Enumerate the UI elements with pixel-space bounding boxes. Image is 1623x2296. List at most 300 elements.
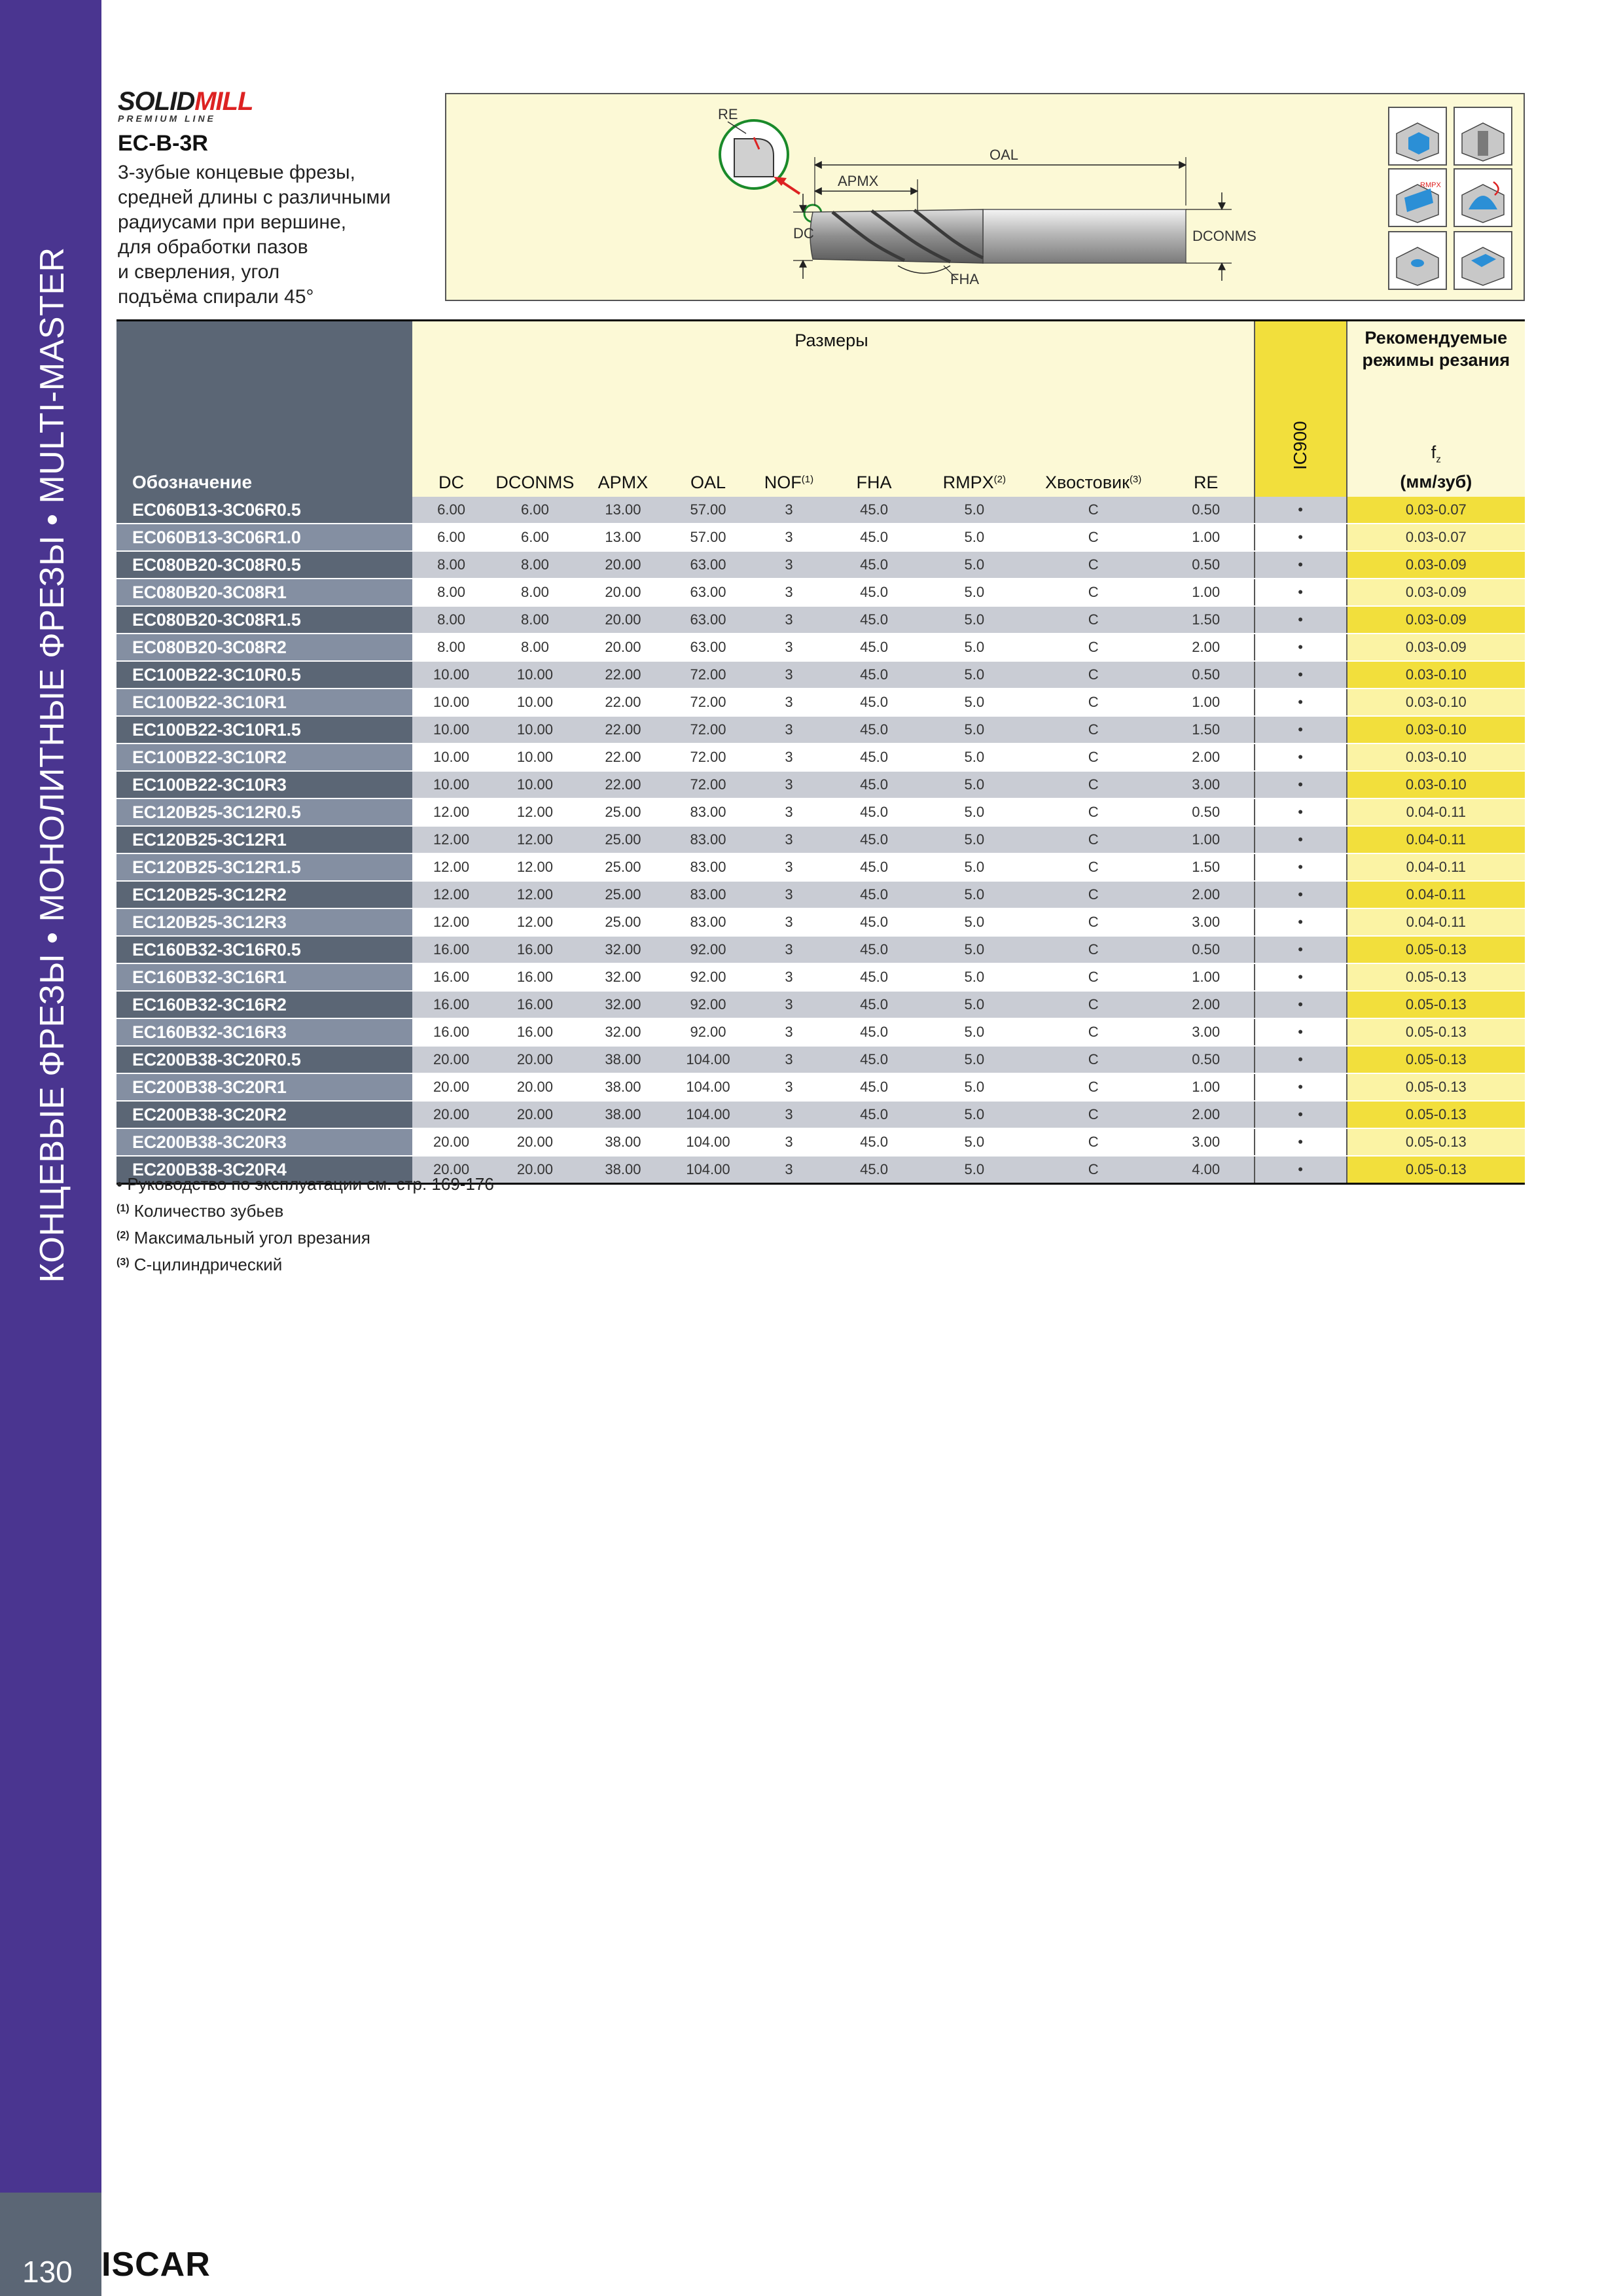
cell-dconms: 8.00 xyxy=(490,606,580,634)
app-icon-helical xyxy=(1454,169,1512,226)
table-row xyxy=(116,908,1525,936)
cell-rmpx: 5.0 xyxy=(920,826,1028,853)
cell-oal: 92.00 xyxy=(666,963,750,991)
cell-nof: 3 xyxy=(750,798,828,826)
cell-designation: EC100B22-3C10R3 xyxy=(116,771,412,798)
cell-dconms: 12.00 xyxy=(490,853,580,881)
cell-apmx: 20.00 xyxy=(580,606,666,634)
cell-grade: • xyxy=(1255,963,1347,991)
cell-oal: 63.00 xyxy=(666,579,750,606)
cell-re: 4.00 xyxy=(1158,1156,1255,1184)
cell-designation: EC080B20-3C08R0.5 xyxy=(116,551,412,579)
page-number: 130 xyxy=(22,2255,73,2289)
cell-designation: EC100B22-3C10R2 xyxy=(116,744,412,771)
cell-fha: 45.0 xyxy=(828,524,920,551)
solidmill-logo xyxy=(118,88,253,124)
cell-fha: 45.0 xyxy=(828,1046,920,1073)
cell-rmpx: 5.0 xyxy=(920,771,1028,798)
cell-feed: 0.03-0.10 xyxy=(1347,771,1525,798)
note-1: $^{(1)}$ Количество зубьев xyxy=(116,1201,284,1221)
cell-apmx: 38.00 xyxy=(580,1128,666,1156)
cell-designation: EC200B38-3C20R0.5 xyxy=(116,1046,412,1073)
cell-rmpx: 5.0 xyxy=(920,798,1028,826)
cell-oal: 104.00 xyxy=(666,1046,750,1073)
cell-dc: 6.00 xyxy=(412,497,490,524)
cell-nof: 3 xyxy=(750,1128,828,1156)
re-detail-corner xyxy=(734,139,774,177)
cell-oal: 104.00 xyxy=(666,1156,750,1184)
cell-grade: • xyxy=(1255,1128,1347,1156)
col-shank: Хвостовик$^{(3)}$ xyxy=(1028,321,1158,497)
table-row xyxy=(116,744,1525,771)
cell-designation: EC120B25-3C12R1 xyxy=(116,826,412,853)
cell-designation: EC160B32-3C16R1 xyxy=(116,963,412,991)
cell-designation: EC080B20-3C08R1.5 xyxy=(116,606,412,634)
cell-fha: 45.0 xyxy=(828,963,920,991)
cell-dc: 20.00 xyxy=(412,1101,490,1128)
cell-grade: • xyxy=(1255,606,1347,634)
table-row xyxy=(116,606,1525,634)
description-line: подъёма спирали 45° xyxy=(118,286,314,308)
cell-dconms: 16.00 xyxy=(490,963,580,991)
cell-designation: EC120B25-3C12R0.5 xyxy=(116,798,412,826)
cell-apmx: 38.00 xyxy=(580,1073,666,1101)
cell-dc: 20.00 xyxy=(412,1073,490,1101)
cell-dconms: 12.00 xyxy=(490,908,580,936)
app-icon-shoulder xyxy=(1389,107,1446,165)
col-apmx: APMX xyxy=(580,321,666,497)
cell-re: 1.00 xyxy=(1158,963,1255,991)
cell-designation: EC200B38-3C20R4 xyxy=(116,1156,412,1184)
cell-feed: 0.03-0.09 xyxy=(1347,551,1525,579)
cell-shank: C xyxy=(1028,634,1158,661)
cell-designation: EC060B13-3C06R0.5 xyxy=(116,497,412,524)
section-sidebar-text: КОНЦЕВЫЕ ФРЕЗЫ • МОНОЛИТНЫЕ ФРЕЗЫ • MULTI-MASTER xyxy=(33,247,71,1283)
app-icon-drilling xyxy=(1389,232,1446,289)
logo-subtitle: PREMIUM LINE xyxy=(118,113,216,124)
label-re: RE xyxy=(718,106,738,122)
cell-fha: 45.0 xyxy=(828,853,920,881)
description-line: 3-зубые концевые фрезы, xyxy=(118,162,356,183)
table-row xyxy=(116,1128,1525,1156)
cell-re: 0.50 xyxy=(1158,661,1255,689)
cell-re: 1.50 xyxy=(1158,606,1255,634)
cell-nof: 3 xyxy=(750,963,828,991)
cell-re: 1.00 xyxy=(1158,524,1255,551)
cell-fha: 45.0 xyxy=(828,744,920,771)
cell-oal: 83.00 xyxy=(666,853,750,881)
cell-re: 2.00 xyxy=(1158,634,1255,661)
cell-shank: C xyxy=(1028,826,1158,853)
label-dconms: DCONMS xyxy=(1192,228,1257,244)
cell-shank: C xyxy=(1028,1128,1158,1156)
cell-grade: • xyxy=(1255,936,1347,963)
cell-designation: EC100B22-3C10R1 xyxy=(116,689,412,716)
cell-apmx: 20.00 xyxy=(580,551,666,579)
dimensions-group-label: Размеры xyxy=(794,331,868,350)
cell-nof: 3 xyxy=(750,936,828,963)
table-row xyxy=(116,579,1525,606)
cell-fha: 45.0 xyxy=(828,661,920,689)
footnotes xyxy=(116,1172,494,1277)
cell-shank: C xyxy=(1028,1101,1158,1128)
cell-grade: • xyxy=(1255,716,1347,744)
feed-unit-label: $f_z$ (мм/зуб) xyxy=(1400,442,1472,492)
table-row xyxy=(116,551,1525,579)
tool-shank xyxy=(983,209,1186,263)
cell-shank: C xyxy=(1028,661,1158,689)
cell-designation: EC120B25-3C12R2 xyxy=(116,881,412,908)
cell-designation: EC120B25-3C12R1.5 xyxy=(116,853,412,881)
brand-name: ISCAR xyxy=(101,2246,211,2284)
cell-dc: 10.00 xyxy=(412,771,490,798)
cell-apmx: 22.00 xyxy=(580,744,666,771)
cell-dconms: 20.00 xyxy=(490,1101,580,1128)
cell-nof: 3 xyxy=(750,991,828,1018)
cell-designation: EC160B32-3C16R2 xyxy=(116,991,412,1018)
cell-nof: 3 xyxy=(750,689,828,716)
cell-grade: • xyxy=(1255,634,1347,661)
cell-dconms: 16.00 xyxy=(490,991,580,1018)
cell-feed: 0.04-0.11 xyxy=(1347,826,1525,853)
cell-re: 3.00 xyxy=(1158,908,1255,936)
cell-dc: 6.00 xyxy=(412,524,490,551)
tool-diagram xyxy=(445,93,1525,301)
cell-shank: C xyxy=(1028,579,1158,606)
cell-apmx: 25.00 xyxy=(580,826,666,853)
cell-grade: • xyxy=(1255,771,1347,798)
cell-shank: C xyxy=(1028,524,1158,551)
cell-shank: C xyxy=(1028,1018,1158,1046)
cell-dconms: 10.00 xyxy=(490,661,580,689)
cell-nof: 3 xyxy=(750,744,828,771)
cell-dconms: 20.00 xyxy=(490,1156,580,1184)
cell-grade: • xyxy=(1255,1156,1347,1184)
cell-feed: 0.03-0.09 xyxy=(1347,634,1525,661)
cell-oal: 63.00 xyxy=(666,634,750,661)
cell-feed: 0.03-0.10 xyxy=(1347,716,1525,744)
cell-rmpx: 5.0 xyxy=(920,963,1028,991)
cell-apmx: 25.00 xyxy=(580,853,666,881)
cell-shank: C xyxy=(1028,853,1158,881)
description-line: и сверления, угол xyxy=(118,261,280,283)
cell-dconms: 10.00 xyxy=(490,744,580,771)
cell-dc: 16.00 xyxy=(412,1018,490,1046)
cell-shank: C xyxy=(1028,744,1158,771)
product-title: EC-B-3R xyxy=(118,131,208,156)
cell-fha: 45.0 xyxy=(828,798,920,826)
cell-dconms: 10.00 xyxy=(490,771,580,798)
cell-re: 1.00 xyxy=(1158,1073,1255,1101)
cell-rmpx: 5.0 xyxy=(920,634,1028,661)
cell-rmpx: 5.0 xyxy=(920,497,1028,524)
cell-rmpx: 5.0 xyxy=(920,744,1028,771)
cell-nof: 3 xyxy=(750,579,828,606)
cell-nof: 3 xyxy=(750,853,828,881)
col-fha: FHA xyxy=(828,321,920,497)
cell-apmx: 22.00 xyxy=(580,771,666,798)
cell-nof: 3 xyxy=(750,771,828,798)
cell-re: 3.00 xyxy=(1158,771,1255,798)
cell-dc: 8.00 xyxy=(412,551,490,579)
cell-dconms: 8.00 xyxy=(490,634,580,661)
cell-designation: EC200B38-3C20R2 xyxy=(116,1101,412,1128)
cell-feed: 0.03-0.09 xyxy=(1347,579,1525,606)
note-2: $^{(2)}$ Максимальный угол врезания xyxy=(116,1228,370,1247)
cell-shank: C xyxy=(1028,1156,1158,1184)
cell-grade: • xyxy=(1255,826,1347,853)
cell-fha: 45.0 xyxy=(828,716,920,744)
cell-nof: 3 xyxy=(750,661,828,689)
table-row xyxy=(116,991,1525,1018)
cell-oal: 104.00 xyxy=(666,1128,750,1156)
table-row xyxy=(116,1073,1525,1101)
description-line: для обработки пазов xyxy=(118,236,308,258)
cell-nof: 3 xyxy=(750,716,828,744)
cell-dc: 12.00 xyxy=(412,853,490,881)
cell-grade: • xyxy=(1255,991,1347,1018)
cell-fha: 45.0 xyxy=(828,991,920,1018)
cell-oal: 72.00 xyxy=(666,771,750,798)
cell-oal: 104.00 xyxy=(666,1101,750,1128)
cell-fha: 45.0 xyxy=(828,634,920,661)
cell-designation: EC100B22-3C10R1.5 xyxy=(116,716,412,744)
cell-re: 2.00 xyxy=(1158,991,1255,1018)
col-dconms: DCONMS xyxy=(490,321,580,497)
cell-dconms: 12.00 xyxy=(490,881,580,908)
cell-oal: 92.00 xyxy=(666,1018,750,1046)
cell-grade: • xyxy=(1255,1101,1347,1128)
cell-dconms: 8.00 xyxy=(490,579,580,606)
cell-re: 0.50 xyxy=(1158,497,1255,524)
table-row xyxy=(116,798,1525,826)
cell-shank: C xyxy=(1028,908,1158,936)
cell-dconms: 20.00 xyxy=(490,1128,580,1156)
table-row xyxy=(116,881,1525,908)
cell-apmx: 32.00 xyxy=(580,1018,666,1046)
note-3: $^{(3)}$ C-цилиндрический xyxy=(116,1255,283,1274)
cell-shank: C xyxy=(1028,497,1158,524)
cell-rmpx: 5.0 xyxy=(920,1128,1028,1156)
cell-dc: 20.00 xyxy=(412,1156,490,1184)
cell-nof: 3 xyxy=(750,1073,828,1101)
cell-feed: 0.03-0.07 xyxy=(1347,497,1525,524)
cell-re: 1.50 xyxy=(1158,716,1255,744)
cell-rmpx: 5.0 xyxy=(920,606,1028,634)
table-row xyxy=(116,497,1525,524)
cell-nof: 3 xyxy=(750,634,828,661)
cell-feed: 0.05-0.13 xyxy=(1347,963,1525,991)
label-oal: OAL xyxy=(990,147,1019,163)
cell-shank: C xyxy=(1028,881,1158,908)
cell-feed: 0.04-0.11 xyxy=(1347,908,1525,936)
cell-oal: 72.00 xyxy=(666,689,750,716)
cell-grade: • xyxy=(1255,497,1347,524)
cell-fha: 45.0 xyxy=(828,579,920,606)
cell-designation: EC120B25-3C12R3 xyxy=(116,908,412,936)
cell-grade: • xyxy=(1255,579,1347,606)
cell-dc: 12.00 xyxy=(412,826,490,853)
cell-re: 0.50 xyxy=(1158,1046,1255,1073)
cell-re: 2.00 xyxy=(1158,881,1255,908)
cell-apmx: 38.00 xyxy=(580,1046,666,1073)
cell-grade: • xyxy=(1255,853,1347,881)
cell-grade: • xyxy=(1255,798,1347,826)
cell-fha: 45.0 xyxy=(828,606,920,634)
cell-apmx: 20.00 xyxy=(580,579,666,606)
cell-apmx: 25.00 xyxy=(580,881,666,908)
cell-shank: C xyxy=(1028,771,1158,798)
cell-oal: 57.00 xyxy=(666,524,750,551)
cell-feed: 0.05-0.13 xyxy=(1347,1046,1525,1073)
cell-grade: • xyxy=(1255,908,1347,936)
table-row xyxy=(116,1046,1525,1073)
cell-rmpx: 5.0 xyxy=(920,579,1028,606)
cell-dconms: 16.00 xyxy=(490,936,580,963)
app-icon-ramping xyxy=(1389,169,1446,226)
cell-grade: • xyxy=(1255,1046,1347,1073)
cell-re: 0.50 xyxy=(1158,798,1255,826)
cell-nof: 3 xyxy=(750,881,828,908)
cell-grade: • xyxy=(1255,689,1347,716)
cell-oal: 83.00 xyxy=(666,908,750,936)
cell-dc: 8.00 xyxy=(412,634,490,661)
cell-oal: 83.00 xyxy=(666,826,750,853)
label-fha: FHA xyxy=(950,271,979,287)
cell-shank: C xyxy=(1028,936,1158,963)
description-line: радиусами при вершине, xyxy=(118,211,347,233)
table-row xyxy=(116,1101,1525,1128)
description-line: средней длины с различными xyxy=(118,187,391,208)
cell-rmpx: 5.0 xyxy=(920,1101,1028,1128)
cell-fha: 45.0 xyxy=(828,771,920,798)
cell-re: 3.00 xyxy=(1158,1018,1255,1046)
cell-re: 1.00 xyxy=(1158,826,1255,853)
table-row xyxy=(116,716,1525,744)
cell-nof: 3 xyxy=(750,826,828,853)
table-row xyxy=(116,661,1525,689)
cell-shank: C xyxy=(1028,689,1158,716)
cell-oal: 72.00 xyxy=(666,744,750,771)
cell-grade: • xyxy=(1255,881,1347,908)
cell-dc: 20.00 xyxy=(412,1046,490,1073)
cell-rmpx: 5.0 xyxy=(920,524,1028,551)
cell-dc: 12.00 xyxy=(412,798,490,826)
col-designation: Обозначение xyxy=(116,321,412,497)
cell-feed: 0.05-0.13 xyxy=(1347,1156,1525,1184)
cell-dconms: 16.00 xyxy=(490,1018,580,1046)
col-re: RE xyxy=(1158,321,1255,497)
cell-rmpx: 5.0 xyxy=(920,991,1028,1018)
cell-feed: 0.04-0.11 xyxy=(1347,853,1525,881)
table-row xyxy=(116,853,1525,881)
cell-rmpx: 5.0 xyxy=(920,1046,1028,1073)
col-oal: OAL xyxy=(666,321,750,497)
cell-nof: 3 xyxy=(750,497,828,524)
cell-fha: 45.0 xyxy=(828,908,920,936)
cell-dc: 12.00 xyxy=(412,908,490,936)
cell-fha: 45.0 xyxy=(828,689,920,716)
cell-dconms: 12.00 xyxy=(490,826,580,853)
cell-feed: 0.05-0.13 xyxy=(1347,1073,1525,1101)
cell-nof: 3 xyxy=(750,1018,828,1046)
cell-grade: • xyxy=(1255,524,1347,551)
cell-shank: C xyxy=(1028,551,1158,579)
col-dc: DC xyxy=(412,321,490,497)
cell-dc: 10.00 xyxy=(412,689,490,716)
cell-dc: 8.00 xyxy=(412,606,490,634)
cell-feed: 0.03-0.10 xyxy=(1347,689,1525,716)
col-feed xyxy=(1347,321,1525,497)
cell-dconms: 10.00 xyxy=(490,716,580,744)
cell-oal: 83.00 xyxy=(666,881,750,908)
cell-fha: 45.0 xyxy=(828,936,920,963)
cell-apmx: 25.00 xyxy=(580,908,666,936)
table-row xyxy=(116,524,1525,551)
cell-apmx: 22.00 xyxy=(580,716,666,744)
app-icon-slot xyxy=(1454,107,1512,165)
cell-dconms: 20.00 xyxy=(490,1046,580,1073)
cell-designation: EC200B38-3C20R3 xyxy=(116,1128,412,1156)
cell-re: 1.00 xyxy=(1158,689,1255,716)
cell-rmpx: 5.0 xyxy=(920,661,1028,689)
cell-nof: 3 xyxy=(750,1046,828,1073)
cell-dconms: 6.00 xyxy=(490,497,580,524)
cell-rmpx: 5.0 xyxy=(920,1073,1028,1101)
cell-apmx: 13.00 xyxy=(580,497,666,524)
cell-re: 0.50 xyxy=(1158,551,1255,579)
cell-apmx: 22.00 xyxy=(580,689,666,716)
cell-feed: 0.05-0.13 xyxy=(1347,936,1525,963)
table-row xyxy=(116,826,1525,853)
cell-fha: 45.0 xyxy=(828,551,920,579)
cell-fha: 45.0 xyxy=(828,826,920,853)
logo-part-2: MILL xyxy=(194,87,253,116)
logo-part-1: SOLID xyxy=(118,87,195,116)
cell-apmx: 22.00 xyxy=(580,661,666,689)
cell-dconms: 6.00 xyxy=(490,524,580,551)
cell-feed: 0.03-0.07 xyxy=(1347,524,1525,551)
label-apmx: APMX xyxy=(838,173,879,189)
cell-apmx: 25.00 xyxy=(580,798,666,826)
cell-designation: EC060B13-3C06R1.0 xyxy=(116,524,412,551)
recommended-cutting-label: Рекомендуемые режимы резания xyxy=(1362,328,1510,370)
col-nof: NOF$^{(1)}$ xyxy=(750,321,828,497)
table-row xyxy=(116,963,1525,991)
cell-shank: C xyxy=(1028,991,1158,1018)
cell-oal: 63.00 xyxy=(666,551,750,579)
label-rmpx: RMPX xyxy=(1420,181,1441,189)
cell-shank: C xyxy=(1028,798,1158,826)
cell-rmpx: 5.0 xyxy=(920,908,1028,936)
cell-feed: 0.05-0.13 xyxy=(1347,991,1525,1018)
cell-nof: 3 xyxy=(750,908,828,936)
cell-shank: C xyxy=(1028,1073,1158,1101)
cell-rmpx: 5.0 xyxy=(920,716,1028,744)
cell-dc: 10.00 xyxy=(412,744,490,771)
cell-dc: 20.00 xyxy=(412,1128,490,1156)
table-row xyxy=(116,634,1525,661)
cell-apmx: 32.00 xyxy=(580,963,666,991)
cell-dc: 10.00 xyxy=(412,661,490,689)
col-grade-ic900: IC900 xyxy=(1255,321,1347,497)
cell-nof: 3 xyxy=(750,1156,828,1184)
cell-shank: C xyxy=(1028,716,1158,744)
cell-fha: 45.0 xyxy=(828,881,920,908)
cell-dc: 10.00 xyxy=(412,716,490,744)
cell-rmpx: 5.0 xyxy=(920,1156,1028,1184)
cell-designation: EC100B22-3C10R0.5 xyxy=(116,661,412,689)
